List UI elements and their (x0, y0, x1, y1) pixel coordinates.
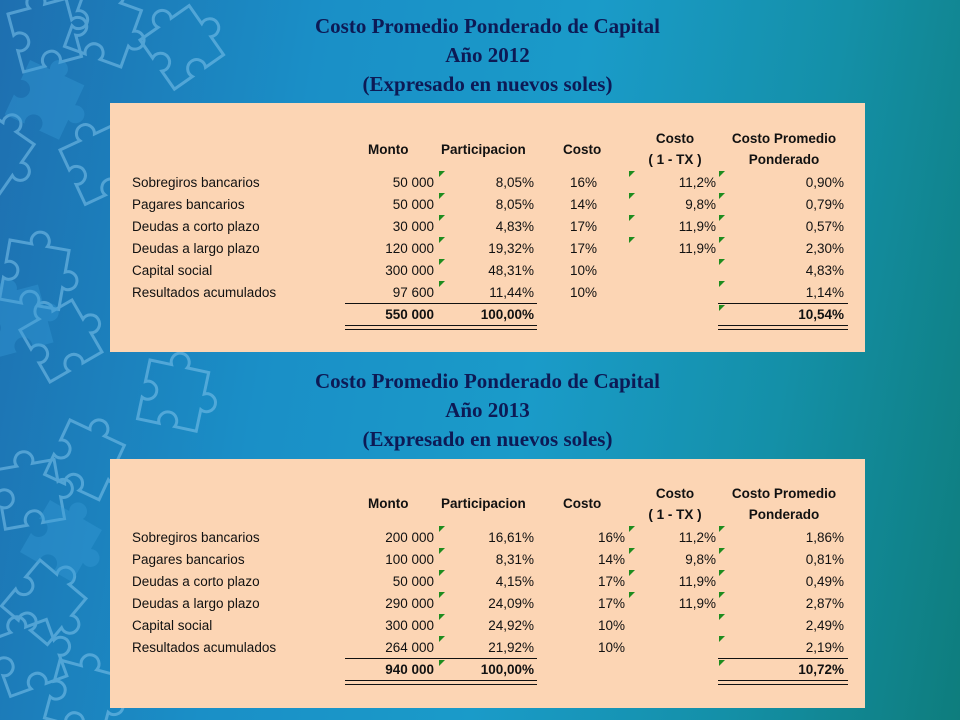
header-participacion: Participacion (441, 142, 526, 157)
row-participacion: 24,09% (488, 596, 534, 611)
excel-tick-icon (439, 259, 445, 265)
excel-tick-icon (439, 215, 445, 221)
header-ponderado: Ponderado (748, 507, 820, 522)
row-costo: 17% (570, 219, 598, 234)
table-panel-2012 (110, 103, 865, 352)
excel-tick-icon (439, 171, 445, 177)
row-ponderado: 0,57% (805, 219, 844, 234)
row-ponderado: 4,83% (805, 263, 844, 278)
excel-tick-icon (719, 171, 725, 177)
row-costo: 17% (597, 574, 625, 589)
header-costo-tx: Costo (655, 131, 695, 146)
excel-tick-icon (719, 660, 725, 666)
row-monto: 290 000 (385, 596, 434, 611)
excel-tick-icon (719, 636, 725, 642)
excel-tick-icon (439, 548, 445, 554)
row-costo-tx: 11,9% (678, 219, 716, 234)
row-ponderado: 1,86% (805, 530, 844, 545)
title-year: Año 2012 (445, 43, 530, 67)
row-label: Resultados acumulados (132, 640, 277, 655)
row-monto: 97 600 (392, 285, 434, 300)
excel-tick-icon (719, 215, 725, 221)
header-costo-tx-sub: ( 1 - TX ) (648, 507, 702, 522)
header-participacion: Participacion (441, 496, 526, 511)
row-participacion: 4,83% (495, 219, 534, 234)
title-block-2013 (110, 367, 865, 454)
header-monto: Monto (368, 496, 409, 511)
row-ponderado: 2,19% (805, 640, 844, 655)
row-ponderado: 1,14% (805, 285, 844, 300)
title-year: Año 2013 (445, 398, 530, 422)
excel-tick-icon (439, 614, 445, 620)
row-monto: 300 000 (385, 263, 434, 278)
row-monto: 50 000 (392, 197, 434, 212)
row-costo-tx: 9,8% (685, 552, 716, 567)
header-costo: Costo (563, 496, 602, 511)
excel-tick-icon (629, 193, 635, 199)
excel-tick-icon (719, 614, 725, 620)
header-monto: Monto (368, 142, 409, 157)
table-panel-2013 (110, 459, 865, 708)
row-ponderado: 0,79% (805, 197, 844, 212)
row-costo: 17% (597, 596, 625, 611)
header-costo-promedio: Costo Promedio (731, 486, 837, 501)
row-ponderado: 2,49% (805, 618, 844, 633)
title-subtitle: (Expresado en nuevos soles) (362, 72, 613, 96)
row-monto: 300 000 (385, 618, 434, 633)
total-rule (345, 303, 537, 304)
row-label: Pagares bancarios (132, 197, 245, 212)
excel-tick-icon (719, 305, 725, 311)
row-label: Pagares bancarios (132, 552, 245, 567)
total-participacion: 100,00% (480, 307, 534, 322)
header-costo: Costo (563, 142, 602, 157)
row-monto: 264 000 (385, 640, 434, 655)
row-costo: 17% (570, 241, 598, 256)
excel-tick-icon (719, 281, 725, 287)
row-label: Capital social (132, 263, 213, 278)
row-costo-tx: 11,9% (678, 574, 716, 589)
row-costo: 16% (597, 530, 625, 545)
excel-tick-icon (629, 548, 635, 554)
row-participacion: 19,32% (488, 241, 534, 256)
row-participacion: 4,15% (495, 574, 534, 589)
excel-tick-icon (719, 548, 725, 554)
row-participacion: 16,61% (488, 530, 534, 545)
excel-tick-icon (439, 193, 445, 199)
row-ponderado: 0,81% (805, 552, 844, 567)
excel-tick-icon (439, 237, 445, 243)
excel-tick-icon (439, 636, 445, 642)
row-participacion: 8,31% (495, 552, 534, 567)
row-label: Sobregiros bancarios (132, 530, 260, 545)
row-label: Deudas a largo plazo (132, 241, 260, 256)
row-costo-tx: 9,8% (685, 197, 716, 212)
row-label: Deudas a corto plazo (132, 219, 260, 234)
row-label: Deudas a corto plazo (132, 574, 260, 589)
row-label: Capital social (132, 618, 213, 633)
total-ponderado: 10,54% (798, 307, 844, 322)
row-monto: 50 000 (392, 175, 434, 190)
title-subtitle: (Expresado en nuevos soles) (362, 427, 613, 451)
total-monto: 550 000 (385, 307, 434, 322)
row-ponderado: 2,30% (805, 241, 844, 256)
excel-tick-icon (439, 281, 445, 287)
excel-tick-icon (719, 193, 725, 199)
row-monto: 120 000 (385, 241, 434, 256)
double-underline (345, 325, 537, 330)
row-costo-tx: 11,2% (678, 175, 716, 190)
row-costo: 10% (570, 285, 598, 300)
double-underline (718, 680, 848, 685)
excel-tick-icon (629, 526, 635, 532)
total-rule (718, 303, 848, 304)
title-block-2012 (110, 12, 865, 99)
double-underline (718, 325, 848, 330)
excel-tick-icon (719, 237, 725, 243)
row-participacion: 11,44% (489, 285, 534, 300)
row-monto: 50 000 (392, 574, 434, 589)
row-costo: 14% (597, 552, 625, 567)
row-label: Sobregiros bancarios (132, 175, 260, 190)
total-rule (718, 658, 848, 659)
total-participacion: 100,00% (480, 662, 534, 677)
header-costo-promedio: Costo Promedio (731, 131, 837, 146)
excel-tick-icon (629, 215, 635, 221)
header-costo-tx: Costo (655, 486, 695, 501)
row-label: Resultados acumulados (132, 285, 277, 300)
excel-tick-icon (719, 592, 725, 598)
title-heading: Costo Promedio Ponderado de Capital (315, 369, 660, 393)
double-underline (345, 680, 537, 685)
excel-tick-icon (629, 237, 635, 243)
row-costo-tx: 11,2% (678, 530, 716, 545)
excel-tick-icon (719, 570, 725, 576)
row-costo: 16% (570, 175, 598, 190)
excel-tick-icon (719, 526, 725, 532)
excel-tick-icon (629, 570, 635, 576)
excel-tick-icon (439, 570, 445, 576)
excel-tick-icon (439, 660, 445, 666)
row-participacion: 21,92% (488, 640, 534, 655)
total-ponderado: 10,72% (798, 662, 844, 677)
row-participacion: 8,05% (495, 175, 534, 190)
row-costo-tx: 11,9% (678, 596, 716, 611)
row-participacion: 24,92% (488, 618, 534, 633)
row-ponderado: 0,90% (805, 175, 844, 190)
row-participacion: 8,05% (495, 197, 534, 212)
row-costo: 10% (570, 263, 598, 278)
row-monto: 200 000 (385, 530, 434, 545)
row-costo: 10% (597, 618, 625, 633)
excel-tick-icon (629, 171, 635, 177)
excel-tick-icon (439, 592, 445, 598)
row-costo-tx: 11,9% (678, 241, 716, 256)
total-monto: 940 000 (385, 662, 434, 677)
row-ponderado: 2,87% (805, 596, 844, 611)
title-heading: Costo Promedio Ponderado de Capital (315, 14, 660, 38)
excel-tick-icon (629, 592, 635, 598)
row-costo: 14% (570, 197, 598, 212)
row-monto: 30 000 (392, 219, 434, 234)
row-participacion: 48,31% (488, 263, 534, 278)
header-ponderado: Ponderado (748, 152, 820, 167)
excel-tick-icon (439, 526, 445, 532)
row-monto: 100 000 (385, 552, 434, 567)
excel-tick-icon (719, 259, 725, 265)
row-costo: 10% (597, 640, 625, 655)
row-label: Deudas a largo plazo (132, 596, 260, 611)
header-costo-tx-sub: ( 1 - TX ) (648, 152, 702, 167)
total-rule (345, 658, 537, 659)
row-ponderado: 0,49% (805, 574, 844, 589)
